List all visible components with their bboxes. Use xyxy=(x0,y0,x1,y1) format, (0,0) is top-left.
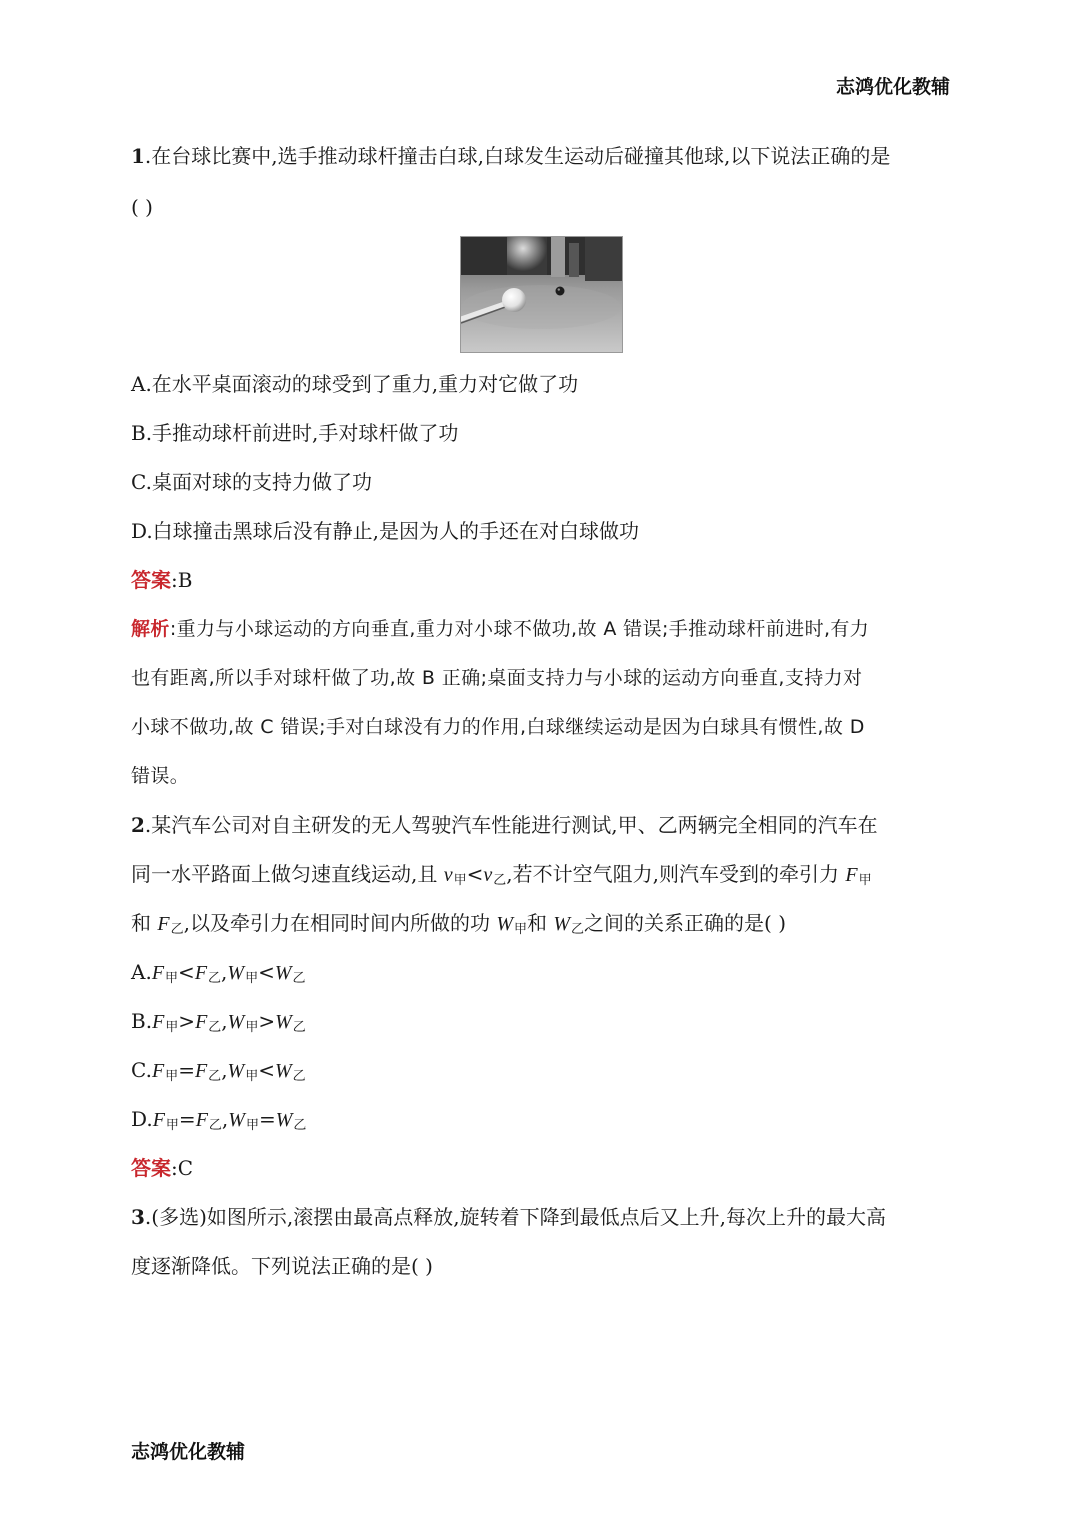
q2-number: 2 xyxy=(131,813,145,837)
q2-text: ,以及牵引力在相同时间内所做的功 xyxy=(183,911,497,935)
subscript-yi: 乙 xyxy=(293,1118,307,1133)
symbol-w: W xyxy=(275,1109,293,1131)
symbol-w: W xyxy=(227,1060,245,1082)
page-footer-brand: 志鸿优化教辅 xyxy=(131,1441,246,1463)
q2-stem-line1 xyxy=(131,811,878,839)
q3-stem-text-1: .(多选)如图所示,滚摆由最高点释放,旋转着下降到最低点后又上升,每次上升的最大高 xyxy=(144,1205,886,1229)
symbol-w: W xyxy=(227,962,245,984)
subscript-jia: 甲 xyxy=(453,873,467,888)
q1-option-a: A.在水平桌面滚动的球受到了重力,重力对它做了功 xyxy=(131,372,579,396)
comma: , xyxy=(221,1009,228,1033)
subscript-jia: 甲 xyxy=(165,1118,179,1133)
q2-stem-text-1: .某汽车公司对自主研发的无人驾驶汽车性能进行测试,甲、乙两辆完全相同的汽车在 xyxy=(144,813,878,837)
q1-analysis-label: 解析 xyxy=(131,618,170,640)
q3-stem-line2: 度逐渐降低。下列说法正确的是( ) xyxy=(131,1254,433,1278)
comma: , xyxy=(221,960,228,984)
subscript-jia: 甲 xyxy=(165,1020,179,1035)
q1-analysis-line2: 也有距离,所以手对球杆做了功,故 B 正确;桌面支持力与小球的运动方向垂直,支持力对 xyxy=(131,667,863,689)
subscript-jia: 甲 xyxy=(245,1069,259,1084)
subscript-jia: 甲 xyxy=(165,971,179,986)
subscript-jia: 甲 xyxy=(513,922,527,937)
symbol-w: W xyxy=(227,1011,245,1033)
q1-option-c: C.桌面对球的支持力做了功 xyxy=(131,470,372,494)
subscript-yi: 乙 xyxy=(208,1069,222,1084)
relation-sign: = xyxy=(178,1058,195,1082)
option-letter: D. xyxy=(131,1107,153,1131)
q1-number: 1 xyxy=(131,144,145,168)
relation-sign: > xyxy=(178,1009,196,1033)
subscript-yi: 乙 xyxy=(493,873,507,888)
relation-sign: = xyxy=(178,1107,196,1131)
q1-option-d: D.白球撞击黑球后没有静止,是因为人的手还在对白球做功 xyxy=(131,519,640,543)
q2-text: 和 xyxy=(131,911,158,935)
symbol-v: v xyxy=(483,864,493,886)
q1-analysis-line1 xyxy=(131,615,869,643)
q2-option-b xyxy=(131,1007,306,1042)
symbol-f: F xyxy=(195,1011,208,1033)
q1-stem-text: .在台球比赛中,选手推动球杆撞击白球,白球发生运动后碰撞其他球,以下说法正确的是 xyxy=(144,144,891,168)
symbol-f: F xyxy=(194,1060,208,1082)
q2-text: ,若不计空气阻力,则汽车受到的牵引力 xyxy=(506,862,846,886)
subscript-yi: 乙 xyxy=(208,971,222,986)
q1-stem-line1 xyxy=(131,142,890,170)
subscript-yi: 乙 xyxy=(292,1020,306,1035)
symbol-f: F xyxy=(152,1109,165,1131)
q3-number: 3 xyxy=(131,1205,145,1229)
symbol-w: W xyxy=(496,913,513,935)
q2-answer xyxy=(131,1154,193,1182)
relation-sign: < xyxy=(258,1058,275,1082)
subscript-yi: 乙 xyxy=(208,1020,222,1035)
q1-stem-line2: ( ) xyxy=(131,195,153,219)
q2-option-d xyxy=(131,1105,306,1140)
q2-option-c xyxy=(131,1056,306,1091)
subscript-yi: 乙 xyxy=(571,922,585,937)
subscript-jia: 甲 xyxy=(165,1069,179,1084)
q2-answer-label: 答案 xyxy=(131,1156,171,1180)
q1-option-b: B.手推动球杆前进时,手对球杆做了功 xyxy=(131,421,459,445)
option-letter: A. xyxy=(131,960,152,984)
page-header-brand: 志鸿优化教辅 xyxy=(835,76,950,98)
symbol-f: F xyxy=(151,962,165,984)
q1-answer-value: :B xyxy=(171,568,193,592)
relation-sign: > xyxy=(258,1009,276,1033)
q1-answer-label: 答案 xyxy=(131,568,171,592)
relation-sign: = xyxy=(258,1107,276,1131)
comma: , xyxy=(221,1107,229,1131)
subscript-yi: 乙 xyxy=(292,971,306,986)
symbol-w: W xyxy=(275,1011,292,1033)
symbol-w: W xyxy=(228,1109,245,1131)
subscript-yi: 乙 xyxy=(208,1118,222,1133)
q1-answer xyxy=(131,566,192,594)
q1-analysis-text-1: :重力与小球运动的方向垂直,重力对小球不做功,故 A 错误;手推动球杆前进时,有力 xyxy=(169,618,870,640)
q2-option-a xyxy=(131,958,306,993)
q1-analysis-line3: 小球不做功,故 C 错误;手对白球没有力的作用,白球继续运动是因为白球具有惯性,故 D xyxy=(131,716,865,738)
symbol-w: W xyxy=(274,962,292,984)
subscript-jia: 甲 xyxy=(245,971,259,986)
q3-stem-line1 xyxy=(131,1203,886,1231)
symbol-f: F xyxy=(152,1011,165,1033)
subscript-yi: 乙 xyxy=(292,1069,306,1084)
option-letter: B. xyxy=(131,1009,153,1033)
symbol-f: F xyxy=(195,1109,208,1131)
subscript-jia: 甲 xyxy=(245,1118,259,1133)
q1-analysis-line4: 错误。 xyxy=(131,765,190,787)
billiards-photo xyxy=(460,236,623,353)
q2-stem-line2 xyxy=(131,860,872,895)
subscript-yi: 乙 xyxy=(170,922,184,937)
q2-text: 和 xyxy=(527,911,554,935)
q2-text: 之间的关系正确的是( ) xyxy=(584,911,787,935)
symbol-f: F xyxy=(194,962,208,984)
subscript-jia: 甲 xyxy=(245,1020,259,1035)
relation-sign: < xyxy=(178,960,195,984)
symbol-f: F xyxy=(151,1060,165,1082)
q2-text: 同一水平路面上做匀速直线运动,且 xyxy=(131,862,444,886)
symbol-v: v xyxy=(443,864,453,886)
option-letter: C. xyxy=(131,1058,152,1082)
symbol-w: W xyxy=(275,1060,292,1082)
relation-sign: < xyxy=(258,960,275,984)
q2-stem-line3 xyxy=(131,909,786,944)
symbol-w: W xyxy=(553,913,571,935)
relation-sign: < xyxy=(466,862,484,886)
subscript-jia: 甲 xyxy=(858,873,872,888)
symbol-f: F xyxy=(845,864,858,886)
q2-answer-value: :C xyxy=(171,1156,194,1180)
billiards-photo-image xyxy=(461,237,622,352)
symbol-f: F xyxy=(157,913,170,935)
comma: , xyxy=(221,1058,228,1082)
